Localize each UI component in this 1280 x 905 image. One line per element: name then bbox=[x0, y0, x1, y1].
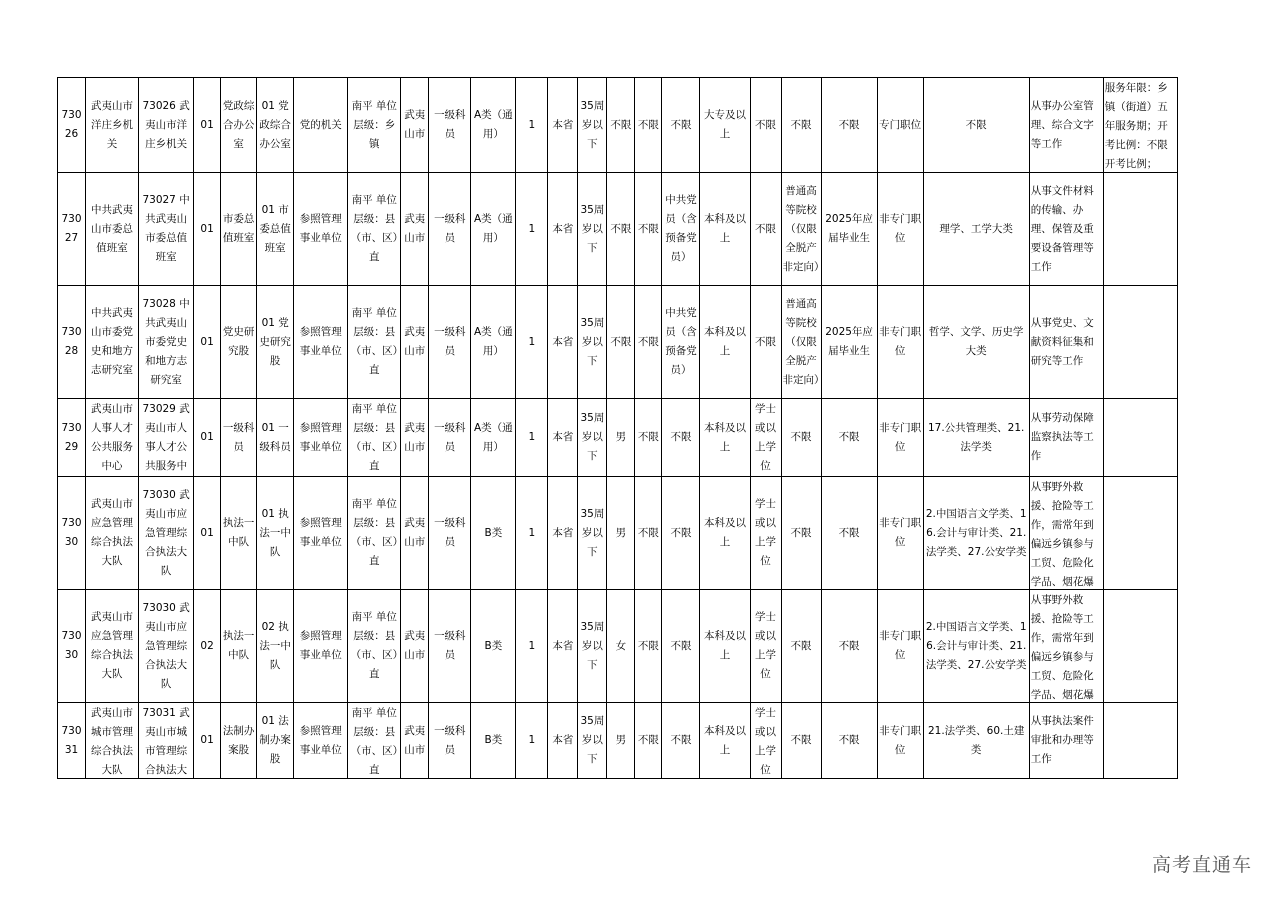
cell-region: 武夷山市 bbox=[401, 173, 429, 286]
cell-unit: 73027 中共武夷山市委总值班室 bbox=[139, 173, 194, 286]
cell-grad: 2025年应届毕业生 bbox=[821, 173, 877, 286]
cell-num: 1 bbox=[516, 590, 548, 703]
cell-party: 不限 bbox=[662, 477, 700, 590]
cell-duty: 从事劳动保障监察执法等工作 bbox=[1029, 399, 1103, 477]
cell-level: 南平 单位层级：县（市、区）直 bbox=[348, 590, 401, 703]
cell-exam: B类 bbox=[471, 477, 516, 590]
cell-gender: 男 bbox=[607, 477, 635, 590]
cell-rank: 一级科员 bbox=[429, 703, 471, 779]
cell-grad: 不限 bbox=[821, 78, 877, 173]
cell-source: 不限 bbox=[781, 477, 821, 590]
cell-ptype: 专门职位 bbox=[877, 78, 923, 173]
cell-pos-code: 01 bbox=[194, 286, 221, 399]
cell-org: 武夷山市人事人才公共服务中心 bbox=[86, 399, 139, 477]
cell-c1: 不限 bbox=[635, 703, 662, 779]
cell-gender: 男 bbox=[607, 703, 635, 779]
cell-num: 1 bbox=[516, 78, 548, 173]
cell-dept: 执法一中队 bbox=[221, 477, 257, 590]
cell-age: 35周岁以下 bbox=[578, 703, 607, 779]
cell-gender: 不限 bbox=[607, 173, 635, 286]
cell-major: 2.中国语言文学类、16.会计与审计类、21.法学类、27.公安学类 bbox=[923, 477, 1029, 590]
cell-ptype: 非专门职位 bbox=[877, 399, 923, 477]
cell-age: 35周岁以下 bbox=[578, 78, 607, 173]
cell-exam: A类（通用） bbox=[471, 78, 516, 173]
cell-dept: 党史研究股 bbox=[221, 286, 257, 399]
cell-origin: 本省 bbox=[548, 173, 578, 286]
table-row bbox=[58, 173, 1178, 286]
cell-org: 武夷山市城市管理综合执法大队 bbox=[86, 703, 139, 779]
cell-code: 73029 bbox=[58, 399, 86, 477]
cell-party: 不限 bbox=[662, 399, 700, 477]
cell-c1: 不限 bbox=[635, 590, 662, 703]
cell-exam: A类（通用） bbox=[471, 399, 516, 477]
cell-code: 73027 bbox=[58, 173, 86, 286]
cell-edu: 本科及以上 bbox=[700, 399, 750, 477]
cell-ptype: 非专门职位 bbox=[877, 286, 923, 399]
cell-major: 2.中国语言文学类、16.会计与审计类、21.法学类、27.公安学类 bbox=[923, 590, 1029, 703]
cell-duty: 从事野外救援、抢险等工作，需常年到偏远乡镇参与工贸、危险化学品、烟花爆 bbox=[1029, 477, 1103, 590]
cell-unit: 73029 武夷山市人事人才公共服务中 bbox=[139, 399, 194, 477]
cell-major: 不限 bbox=[923, 78, 1029, 173]
cell-ptype: 非专门职位 bbox=[877, 477, 923, 590]
cell-source: 不限 bbox=[781, 399, 821, 477]
cell-origin: 本省 bbox=[548, 286, 578, 399]
cell-age: 35周岁以下 bbox=[578, 477, 607, 590]
cell-grad: 2025年应届毕业生 bbox=[821, 286, 877, 399]
cell-region: 武夷山市 bbox=[401, 703, 429, 779]
cell-level: 南平 单位层级：县（市、区）直 bbox=[348, 286, 401, 399]
cell-rank: 一级科员 bbox=[429, 173, 471, 286]
cell-age: 35周岁以下 bbox=[578, 173, 607, 286]
cell-party: 不限 bbox=[662, 590, 700, 703]
cell-note bbox=[1103, 399, 1177, 477]
cell-unit: 73030 武夷山市应急管理综合执法大队 bbox=[139, 590, 194, 703]
cell-code: 73026 bbox=[58, 78, 86, 173]
cell-rank: 一级科员 bbox=[429, 477, 471, 590]
cell-dept: 市委总值班室 bbox=[221, 173, 257, 286]
cell-edu: 本科及以上 bbox=[700, 703, 750, 779]
cell-exam: B类 bbox=[471, 590, 516, 703]
cell-origin: 本省 bbox=[548, 703, 578, 779]
cell-org: 武夷山市洋庄乡机关 bbox=[86, 78, 139, 173]
cell-position: 01 一级科员 bbox=[257, 399, 294, 477]
table-row bbox=[58, 399, 1178, 477]
cell-pos-code: 02 bbox=[194, 590, 221, 703]
cell-gender: 不限 bbox=[607, 78, 635, 173]
cell-note: 服务年限：乡镇（街道）五年服务期；开考比例：不限开考比例； bbox=[1103, 78, 1177, 173]
cell-edu: 本科及以上 bbox=[700, 477, 750, 590]
cell-rank: 一级科员 bbox=[429, 590, 471, 703]
cell-c1: 不限 bbox=[635, 173, 662, 286]
cell-unit: 73030 武夷山市应急管理综合执法大队 bbox=[139, 477, 194, 590]
cell-degree: 学士或以上学位 bbox=[750, 703, 781, 779]
cell-unit: 73028 中共武夷山市委党史和地方志研究室 bbox=[139, 286, 194, 399]
watermark: 高考直通车 bbox=[1151, 854, 1252, 876]
table-row bbox=[58, 477, 1178, 590]
cell-origin: 本省 bbox=[548, 399, 578, 477]
cell-num: 1 bbox=[516, 173, 548, 286]
cell-pos-code: 01 bbox=[194, 78, 221, 173]
cell-grad: 不限 bbox=[821, 399, 877, 477]
cell-gender: 女 bbox=[607, 590, 635, 703]
cell-source: 不限 bbox=[781, 78, 821, 173]
cell-major: 21.法学类、60.土建类 bbox=[923, 703, 1029, 779]
cell-level: 南平 单位层级：县（市、区）直 bbox=[348, 703, 401, 779]
cell-code: 73031 bbox=[58, 703, 86, 779]
cell-edu: 本科及以上 bbox=[700, 590, 750, 703]
cell-major: 17.公共管理类、21.法学类 bbox=[923, 399, 1029, 477]
cell-degree: 不限 bbox=[750, 78, 781, 173]
cell-position: 01 市委总值班室 bbox=[257, 173, 294, 286]
cell-edu: 本科及以上 bbox=[700, 173, 750, 286]
cell-duty: 从事执法案件审批和办理等工作 bbox=[1029, 703, 1103, 779]
cell-c1: 不限 bbox=[635, 286, 662, 399]
cell-party: 中共党员（含预备党员） bbox=[662, 173, 700, 286]
cell-region: 武夷山市 bbox=[401, 590, 429, 703]
cell-position: 02 执法一中队 bbox=[257, 590, 294, 703]
cell-note bbox=[1103, 590, 1177, 703]
cell-org: 中共武夷山市委总值班室 bbox=[86, 173, 139, 286]
cell-ptype: 非专门职位 bbox=[877, 703, 923, 779]
cell-pos-code: 01 bbox=[194, 477, 221, 590]
cell-note bbox=[1103, 477, 1177, 590]
cell-gender: 不限 bbox=[607, 286, 635, 399]
job-table bbox=[57, 77, 1178, 779]
table-row bbox=[58, 703, 1178, 779]
cell-exam: A类（通用） bbox=[471, 286, 516, 399]
cell-position: 01 党史研究股 bbox=[257, 286, 294, 399]
cell-position: 01 法制办案股 bbox=[257, 703, 294, 779]
cell-grad: 不限 bbox=[821, 477, 877, 590]
cell-org: 中共武夷山市委党史和地方志研究室 bbox=[86, 286, 139, 399]
cell-party: 中共党员（含预备党员） bbox=[662, 286, 700, 399]
cell-source: 普通高等院校（仅限全脱产非定向） bbox=[781, 286, 821, 399]
cell-grad: 不限 bbox=[821, 703, 877, 779]
cell-code: 73030 bbox=[58, 477, 86, 590]
cell-note bbox=[1103, 703, 1177, 779]
cell-dept: 执法一中队 bbox=[221, 590, 257, 703]
cell-level: 南平 单位层级：乡镇 bbox=[348, 78, 401, 173]
cell-age: 35周岁以下 bbox=[578, 286, 607, 399]
table-row bbox=[58, 590, 1178, 703]
cell-unit: 73031 武夷山市城市管理综合执法大 bbox=[139, 703, 194, 779]
cell-level: 南平 单位层级：县（市、区）直 bbox=[348, 477, 401, 590]
cell-level: 南平 单位层级：县（市、区）直 bbox=[348, 399, 401, 477]
cell-major: 哲学、文学、历史学大类 bbox=[923, 286, 1029, 399]
cell-duty: 从事文件材料的传输、办理、保管及重要设备管理等工作 bbox=[1029, 173, 1103, 286]
cell-position: 01 党政综合办公室 bbox=[257, 78, 294, 173]
cell-party: 不限 bbox=[662, 78, 700, 173]
cell-exam: B类 bbox=[471, 703, 516, 779]
cell-nature: 参照管理事业单位 bbox=[294, 173, 348, 286]
cell-level: 南平 单位层级：县（市、区）直 bbox=[348, 173, 401, 286]
cell-degree: 学士或以上学位 bbox=[750, 477, 781, 590]
cell-source: 普通高等院校（仅限全脱产非定向） bbox=[781, 173, 821, 286]
cell-ptype: 非专门职位 bbox=[877, 173, 923, 286]
table-row bbox=[58, 78, 1178, 173]
cell-degree: 不限 bbox=[750, 286, 781, 399]
cell-ptype: 非专门职位 bbox=[877, 590, 923, 703]
cell-rank: 一级科员 bbox=[429, 399, 471, 477]
cell-source: 不限 bbox=[781, 590, 821, 703]
cell-gender: 男 bbox=[607, 399, 635, 477]
cell-degree: 学士或以上学位 bbox=[750, 399, 781, 477]
cell-rank: 一级科员 bbox=[429, 286, 471, 399]
cell-note bbox=[1103, 286, 1177, 399]
cell-region: 武夷山市 bbox=[401, 399, 429, 477]
cell-code: 73028 bbox=[58, 286, 86, 399]
cell-org: 武夷山市应急管理综合执法大队 bbox=[86, 477, 139, 590]
cell-dept: 法制办案股 bbox=[221, 703, 257, 779]
cell-duty: 从事办公室管理、综合文字等工作 bbox=[1029, 78, 1103, 173]
cell-age: 35周岁以下 bbox=[578, 590, 607, 703]
cell-c1: 不限 bbox=[635, 477, 662, 590]
cell-origin: 本省 bbox=[548, 477, 578, 590]
cell-degree: 学士或以上学位 bbox=[750, 590, 781, 703]
table-row bbox=[58, 286, 1178, 399]
cell-c1: 不限 bbox=[635, 399, 662, 477]
cell-source: 不限 bbox=[781, 703, 821, 779]
cell-region: 武夷山市 bbox=[401, 477, 429, 590]
cell-num: 1 bbox=[516, 703, 548, 779]
cell-num: 1 bbox=[516, 477, 548, 590]
cell-position: 01 执法一中队 bbox=[257, 477, 294, 590]
cell-c1: 不限 bbox=[635, 78, 662, 173]
cell-pos-code: 01 bbox=[194, 703, 221, 779]
cell-degree: 不限 bbox=[750, 173, 781, 286]
cell-origin: 本省 bbox=[548, 78, 578, 173]
cell-nature: 参照管理事业单位 bbox=[294, 477, 348, 590]
cell-nature: 党的机关 bbox=[294, 78, 348, 173]
cell-note bbox=[1103, 173, 1177, 286]
cell-party: 不限 bbox=[662, 703, 700, 779]
cell-edu: 大专及以上 bbox=[700, 78, 750, 173]
cell-nature: 参照管理事业单位 bbox=[294, 286, 348, 399]
cell-origin: 本省 bbox=[548, 590, 578, 703]
cell-pos-code: 01 bbox=[194, 173, 221, 286]
cell-dept: 一级科员 bbox=[221, 399, 257, 477]
cell-age: 35周岁以下 bbox=[578, 399, 607, 477]
cell-rank: 一级科员 bbox=[429, 78, 471, 173]
cell-duty: 从事野外救援、抢险等工作，需常年到偏远乡镇参与工贸、危险化学品、烟花爆 bbox=[1029, 590, 1103, 703]
cell-pos-code: 01 bbox=[194, 399, 221, 477]
cell-grad: 不限 bbox=[821, 590, 877, 703]
cell-unit: 73026 武夷山市洋庄乡机关 bbox=[139, 78, 194, 173]
cell-num: 1 bbox=[516, 399, 548, 477]
cell-code: 73030 bbox=[58, 590, 86, 703]
cell-duty: 从事党史、文献资料征集和研究等工作 bbox=[1029, 286, 1103, 399]
cell-nature: 参照管理事业单位 bbox=[294, 399, 348, 477]
cell-num: 1 bbox=[516, 286, 548, 399]
cell-org: 武夷山市应急管理综合执法大队 bbox=[86, 590, 139, 703]
cell-nature: 参照管理事业单位 bbox=[294, 703, 348, 779]
cell-region: 武夷山市 bbox=[401, 78, 429, 173]
cell-region: 武夷山市 bbox=[401, 286, 429, 399]
cell-nature: 参照管理事业单位 bbox=[294, 590, 348, 703]
cell-dept: 党政综合办公室 bbox=[221, 78, 257, 173]
cell-major: 理学、工学大类 bbox=[923, 173, 1029, 286]
cell-edu: 本科及以上 bbox=[700, 286, 750, 399]
cell-exam: A类（通用） bbox=[471, 173, 516, 286]
